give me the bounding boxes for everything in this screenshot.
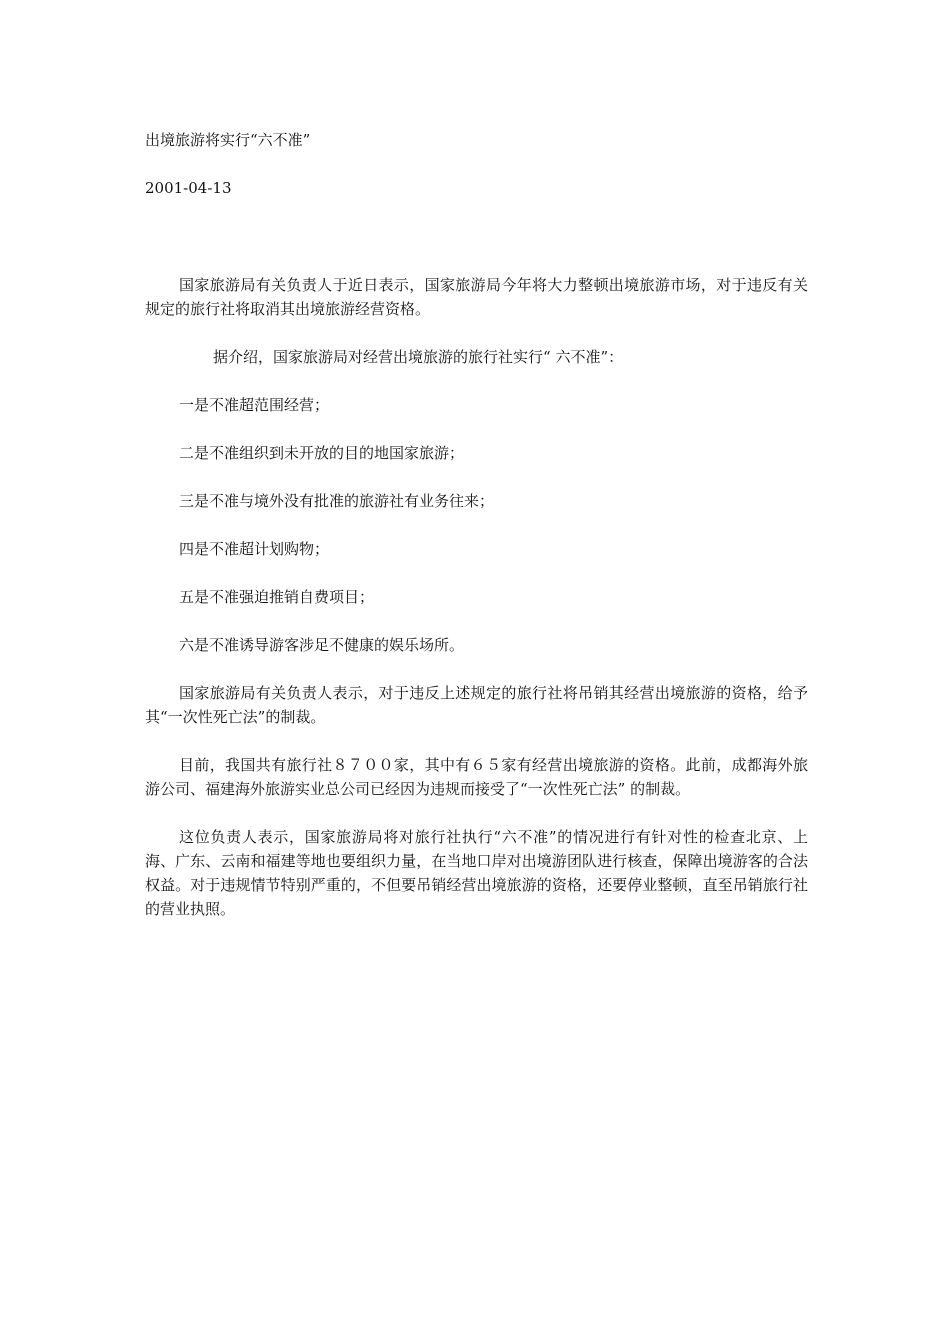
paragraph-penalty: 国家旅游局有关负责人表示，对于违反上述规定的旅行社将吊销其经营出境旅游的资格，给予其“一次性死亡法”的制裁。 [145,684,808,726]
article-body [145,273,808,945]
rule-item: 六是不准诱导游客涉足不健康的娱乐场所。 [179,636,465,654]
paragraph-announcement: 国家旅游局有关负责人于近日表示，国家旅游局今年将大力整顿出境旅游市场，对于违反有关规定的旅行社将取消其出境旅游经营资格。 [145,276,808,318]
paragraph-statistics: 目前，我国共有旅行社８７００家，其中有６５家有经营出境旅游的资格。此前，成都海外旅游公司、福建海外旅游实业总公司已经因为违规而接受了“一次性死亡法” 的制裁。 [145,756,808,798]
paragraph-enforcement: 这位负责人表示，国家旅游局将对旅行社执行“六不准”的情况进行有针对性的检查北京、上海、广东、云南和福建等地也要组织力量，在当地口岸对出境游团队进行核查，保障出境游客的合法权益。对于违规情节特别严重的，不但要吊销经营出境旅游的资格，还要停业整顿，直至吊销旅行社的营业执照。 [145,828,808,918]
article-title: 出境旅游将实行“六不准” [145,131,311,149]
rule-item: 四是不准超计划购物； [179,540,330,558]
paragraph-intro: 据介绍，国家旅游局对经营出境旅游的旅行社实行“ 六不准”： [213,348,624,366]
rule-item: 二是不准组织到未开放的目的地国家旅游； [179,444,465,462]
rule-item: 五是不准强迫推销自费项目； [179,588,375,606]
rule-item: 三是不准与境外没有批准的旅游社有业务往来； [179,492,495,510]
rule-item: 一是不准超范围经营； [179,396,330,414]
article-date: 2001-04-13 [145,179,232,197]
